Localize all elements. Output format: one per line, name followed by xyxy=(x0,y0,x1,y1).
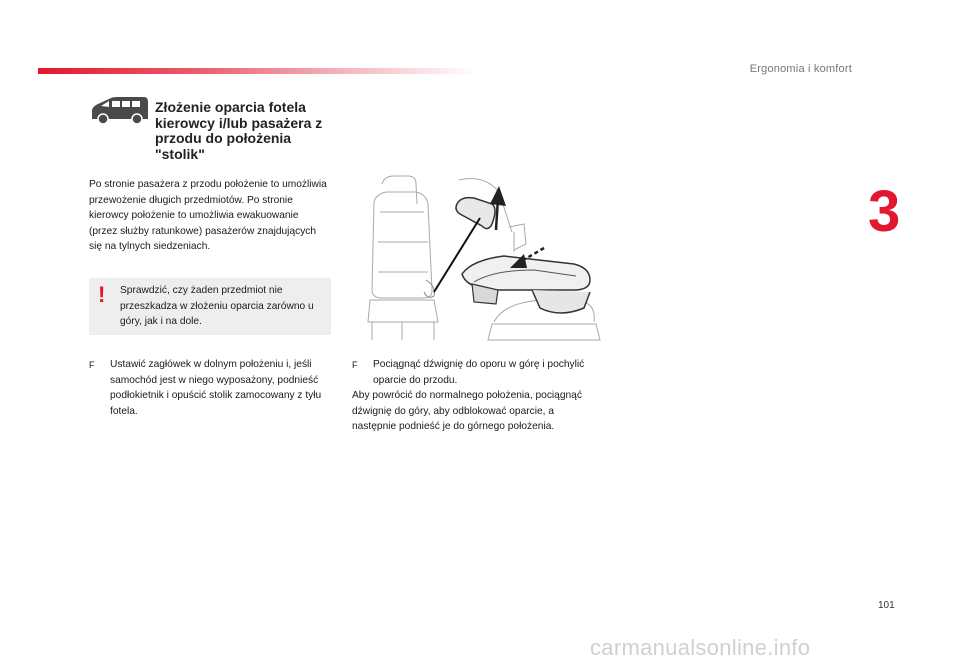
step-left-text: Ustawić zagłówek w dolnym położeniu i, jeśli samochód jest w niego wyposażony, podnieść podłokietnik i opuścić stolik zamocowany z tyłu fotela. xyxy=(110,359,322,417)
warning-text: Sprawdzić, czy żaden przedmiot nie przeszkadza w złożeniu oparcia zarówno u góry, jak i na dole. xyxy=(120,285,314,327)
seat-illustration xyxy=(364,172,604,342)
bullet-icon: F xyxy=(89,360,95,370)
van-icon xyxy=(89,95,151,127)
section-title: Złożenie oparcia fotela kierowcy i/lub pasażera z przodu do położenia "stolik" xyxy=(155,99,323,162)
warning-icon: ! xyxy=(98,282,106,307)
intro-paragraph: Po stronie pasażera z przodu położenie to umożliwia przewożenie długich przedmiotów. Po stronie kierowcy położenie to umożliwia ewakuowanie (przez służby ratunkowe) pasażerów znajdujących się na tylnych siedzeniach. xyxy=(89,179,327,252)
accent-bar xyxy=(38,68,478,74)
step-right-text: Pociągnąć dźwignię do oporu w górę i pochylić oparcie do przodu. xyxy=(373,359,585,386)
warning-box xyxy=(89,278,331,335)
step-right xyxy=(352,357,597,435)
return-instructions: Aby powrócić do normalnego położenia, pociągnąć dźwignię do góry, aby odblokować oparcie, a następnie podnieść je do górnego położenia. xyxy=(352,390,582,432)
header-title: Ergonomia i komfort xyxy=(749,63,852,75)
page-number: 101 xyxy=(878,600,895,611)
watermark: carmanualsonline.info xyxy=(590,635,811,660)
step-left xyxy=(89,357,334,419)
chapter-number: 3 xyxy=(868,179,901,244)
bullet-icon: F xyxy=(352,360,358,370)
